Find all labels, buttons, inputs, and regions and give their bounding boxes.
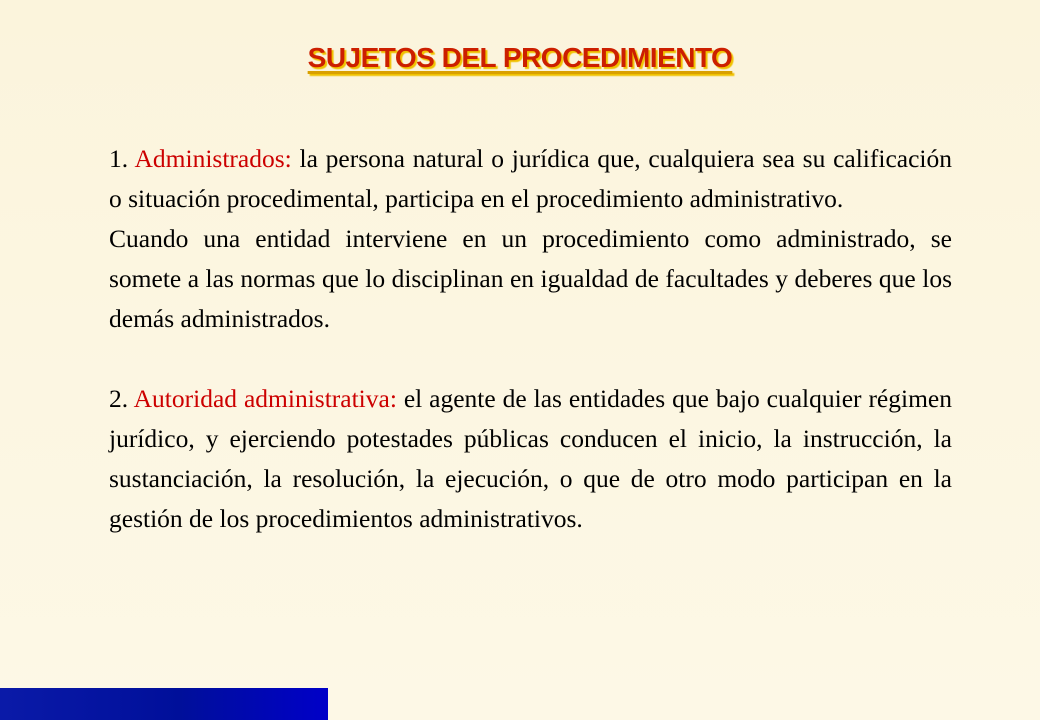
slide-title: SUJETOS DEL PROCEDIMIENTO [307,42,733,73]
item-number: 2. [109,384,129,413]
item-autoridad [109,379,952,539]
item-number: 1. [109,144,129,173]
item-definition: el agente de las entidades que bajo cualquier régimen jurídico, y ejerciendo potestades públicas conducen el inicio, la instrucción, la sustanciación, la resolución, la ejecución, o que de otro modo participan en la gestión de los procedimientos administrativos. [109,384,952,533]
decorative-corner-bar [0,688,328,720]
item-definition: la persona natural o jurídica que, cualquiera sea su calificación o situación procedimental, participa en el procedimiento administrativo. [109,144,953,213]
slide-body [109,139,952,539]
term-administrados: Administrados: [134,144,292,173]
item-administrados [109,139,952,219]
term-autoridad-administrativa: Autoridad administrativa: [133,384,397,413]
paragraph-entidad: Cuando una entidad interviene en un procedimiento como administrado, se somete a las normas que lo disciplinan en igualdad de facultades y deberes que los demás administrados. [109,224,952,333]
